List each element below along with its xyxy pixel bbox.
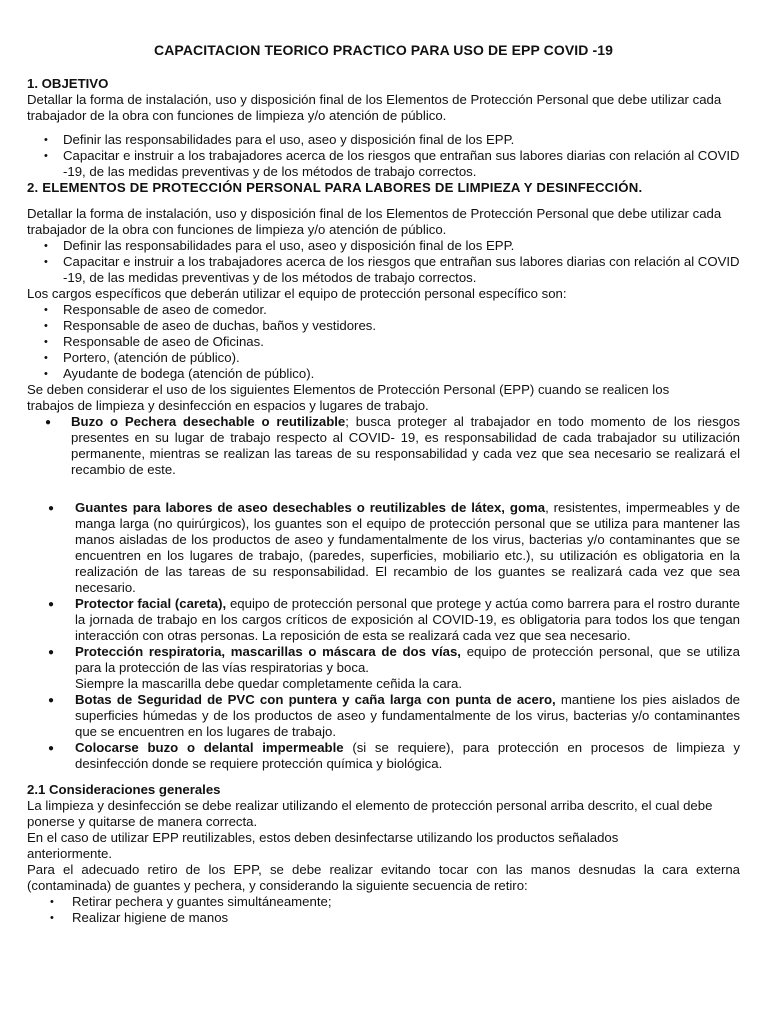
elementos-list (27, 238, 740, 286)
epp-intro: Se deben considerar el uso de los siguientes Elementos de Protección Personal (EPP) cuando se realicen los trabajos de limpieza y desinfección en espacios y lugares de trabajo. (27, 382, 670, 413)
epp-item-text: mantiene los pies aislados de superficies húmedas y de los productos de aseo y fundamentalmente de los virus, bacterias y/o contaminantes que se encuentren en los lugares de trabajo. (75, 692, 740, 739)
epp-list-1 (27, 414, 740, 478)
elementos-intro: Detallar la forma de instalación, uso y disposición final de los Elementos de Protección Personal que debe utilizar cada trabajador de la obra con funciones de limpieza y/o atención de público. (27, 206, 722, 237)
epp-item-title: Colocarse buzo o delantal impermeable (75, 740, 344, 755)
list-item: • Responsable de aseo de comedor. (27, 302, 740, 318)
epp-item-proteccion-respiratoria (27, 644, 740, 692)
epp-list-2 (27, 500, 740, 772)
epp-item-note: Siempre la mascarilla debe quedar completamente ceñida la cara. (75, 676, 463, 691)
section-consideraciones-heading: 2.1 Consideraciones generales (27, 782, 221, 797)
epp-item-title: Guantes para labores de aseo desechables o reutilizables de látex, goma (75, 500, 546, 515)
cargos-intro: Los cargos específicos que deberán utilizar el equipo de protección personal específico son: (27, 286, 567, 301)
epp-item-text: , resistentes, impermeables y de manga larga (no quirúrgicos), los guantes son el equipo de protección personal que se utiliza para mantener las manos aisladas de los productos de aseo y fundamentalmente de los virus, bacterias y/o contaminantes que se encuentren en los lugares de trabajo, (paredes, superficies, mobiliario etc.), su utilización es obligatoria en la realización de las tareas de su responsabilidad. El recambio de los guantes se realizará cada vez que sea necesario. (75, 500, 740, 595)
epp-item-text: (si se requiere), para protección en procesos de limpieza y desinfección donde se requiere protección química y biológica. (75, 740, 740, 771)
document-title: CAPACITACION TEORICO PRACTICO PARA USO DE EPP COVID -19 (154, 42, 613, 58)
list-item: • Capacitar e instruir a los trabajadores acerca de los riesgos que entrañan sus labores diarias con relación al COVID -19, de las medidas preventivas y de los métodos de trabajo correctos. (27, 148, 740, 180)
consideraciones-p2: En el caso de utilizar EPP reutilizables, estos deben desinfectarse utilizando los productos señalados anteriormente. (27, 830, 619, 861)
epp-item-title: Buzo o Pechera desechable o reutilizable (71, 414, 346, 429)
list-item: • Definir las responsabilidades para el uso, aseo y disposición final de los EPP. (27, 132, 740, 148)
epp-item-text: equipo de protección personal que protege y actúa como barrera para el rostro durante la jornada de trabajo en los cargos críticos de exposición al COVID-19, es obligatoria para todos los que tengan interacción con otras personas. La reposición de esta se realizará cada vez que sea necesario. (75, 596, 741, 643)
epp-item-title: Protector facial (careta), (75, 596, 227, 611)
epp-item-title: Botas de Seguridad de PVC con puntera y caña larga con punta de acero, (75, 692, 556, 707)
list-item: • Definir las responsabilidades para el uso, aseo y disposición final de los EPP. (27, 238, 740, 254)
epp-item-buzo-delantal (27, 740, 740, 772)
epp-item-botas (27, 692, 740, 740)
retiro-steps-list (27, 894, 740, 926)
list-item: • Responsable de aseo de duchas, baños y vestidores. (27, 318, 740, 334)
list-item: • Retirar pechera y guantes simultáneamente; (27, 894, 740, 910)
list-item: • Portero, (atención de público). (27, 350, 740, 366)
epp-item-protector-facial (27, 596, 740, 644)
consideraciones-p1: La limpieza y desinfección se debe realizar utilizando el elemento de protección personal arriba descrito, el cual debe ponerse y quitarse de manera correcta. (27, 798, 713, 829)
list-item: • Responsable de aseo de Oficinas. (27, 334, 740, 350)
list-item: • Realizar higiene de manos (27, 910, 740, 926)
epp-item-guantes (27, 500, 740, 596)
list-item: • Ayudante de bodega (atención de público). (27, 366, 740, 382)
objetivo-intro: Detallar la forma de instalación, uso y disposición final de los Elementos de Protección Personal que debe utilizar cada trabajador de la obra con funciones de limpieza y/o atención de público. (27, 92, 722, 123)
section-objetivo-heading: 1. OBJETIVO (27, 76, 109, 91)
epp-item-title: Protección respiratoria, mascarillas o máscara de dos vías, (75, 644, 461, 659)
epp-item-text: equipo de protección personal, que se utiliza para la protección de las vías respiratorias y boca. (75, 644, 740, 675)
cargos-list (27, 302, 740, 382)
objetivo-list (27, 132, 740, 180)
consideraciones-p3: Para el adecuado retiro de los EPP, se debe realizar evitando tocar con las manos desnudas la cara externa (contaminada) de guantes y pechera, y considerando la siguiente secuencia de retiro: (27, 862, 740, 893)
list-item: • Capacitar e instruir a los trabajadores acerca de los riesgos que entrañan sus labores diarias con relación al COVID -19, de las medidas preventivas y de los métodos de trabajo correctos. (27, 254, 740, 286)
epp-item-buzo (27, 414, 740, 478)
epp-item-text: ; busca proteger al trabajador en todo momento de los riesgos presentes en su lugar de trabajo respecto al COVID- 19, es responsabilidad de cada trabajador su utilización permanente, mientras se realizan las tareas de su responsabilidad y cada vez que sea necesario se realizará el recambio de este. (71, 414, 740, 477)
section-elementos-heading: 2. ELEMENTOS DE PROTECCIÓN PERSONAL PARA LABORES DE LIMPIEZA Y DESINFECCIÓN. (27, 180, 643, 195)
